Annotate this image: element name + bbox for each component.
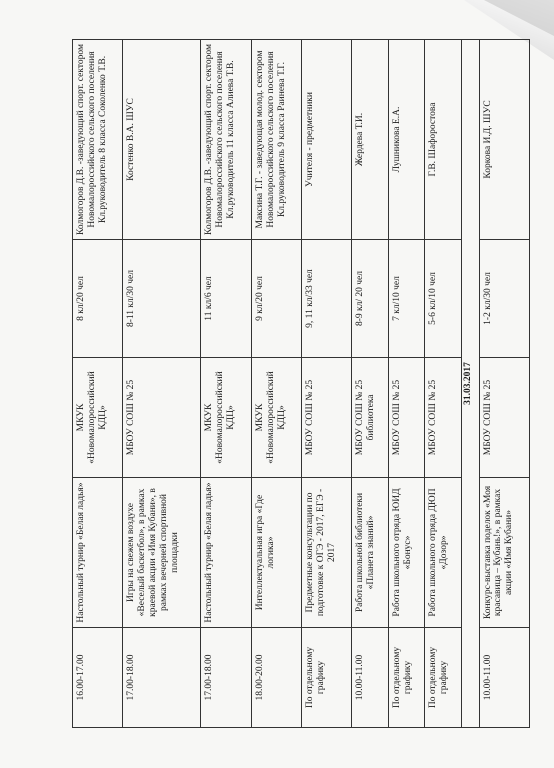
place-cell: МКУК «Новомалороссийский КДЦ» <box>201 358 251 478</box>
responsible-cell: Лушникова Е.А. <box>388 40 425 240</box>
event-cell: Интеллектуальная игра «Где логика» <box>251 478 301 628</box>
responsible-cell: Жердева Т.И. <box>352 40 389 240</box>
event-cell: Настольный турнир «Белая ладья» <box>201 478 251 628</box>
table-row <box>73 40 123 728</box>
responsible-cell: Колмогоров Д.В. -заведующий спорт. сектором Новомалороссийского сельского поселения Кл.руководитель 8 класса Соколенко Т.В. <box>73 40 123 240</box>
event-cell: Настольный турнир «Белая ладья» <box>73 478 123 628</box>
participants-cell: 8-9 кл/ 20 чел <box>352 240 389 358</box>
table-row <box>425 40 462 728</box>
time-cell: По отдельному графику <box>425 628 462 728</box>
event-cell: Предметные консультации по подготовке к ОГЭ - 2017, ЕГЭ - 2017 <box>302 478 352 628</box>
time-cell: 10.00-11.00 <box>479 628 529 728</box>
event-cell: Работа школьного отряда ЮИД «Бонус» <box>388 478 425 628</box>
responsible-cell: Коркова И.Д. ШУС <box>479 40 529 240</box>
time-cell: По отдельному графику <box>302 628 352 728</box>
participants-cell: 5-6 кл/10 чел <box>425 240 462 358</box>
place-cell: МБОУ СОШ № 25 <box>425 358 462 478</box>
place-cell: МБОУ СОШ № 25 <box>302 358 352 478</box>
time-cell: 17.00-18.00 <box>201 628 251 728</box>
table-row <box>352 40 389 728</box>
event-cell: Работа школьного отряда ДЮП «Дозор» <box>425 478 462 628</box>
participants-cell: 7 кл/10 чел <box>388 240 425 358</box>
participants-cell: 11 кл/6 чел <box>201 240 251 358</box>
place-cell: МКУК «Новомалороссийский КДЦ» <box>251 358 301 478</box>
time-cell: 16.00-17.00 <box>73 628 123 728</box>
place-cell: МБОУ СОШ № 25 библиотека <box>352 358 389 478</box>
participants-cell: 9 кл/20 чел <box>251 240 301 358</box>
table-row <box>302 40 352 728</box>
date-row <box>461 40 479 728</box>
place-cell: МКУК «Новомалороссийский КДЦ» <box>73 358 123 478</box>
responsible-cell: Костенко В.А. ШУС <box>123 40 201 240</box>
responsible-cell: Учителя - предметники <box>302 40 352 240</box>
rotated-table <box>72 40 530 728</box>
event-cell: Работа школьной библиотеки «Планета знаний» <box>352 478 389 628</box>
responsible-cell: Колмогоров Д.В. -заведующий спорт. сектором Новомалороссийского сельского поселения Кл.руководитель 11 класса Алиева Т.В. <box>201 40 251 240</box>
time-cell: 17.00-18.00 <box>123 628 201 728</box>
schedule-table-body <box>73 40 530 728</box>
responsible-cell: Г.В. Шафоростова <box>425 40 462 240</box>
schedule-table-container <box>72 40 530 728</box>
table-row <box>123 40 201 728</box>
schedule-table <box>72 39 530 728</box>
table-row <box>388 40 425 728</box>
participants-cell: 8 кл/20 чел <box>73 240 123 358</box>
date-cell: 31.03.2017 <box>461 40 479 728</box>
place-cell: МБОУ СОШ № 25 <box>388 358 425 478</box>
participants-cell: 1-2 кл/30 чел <box>479 240 529 358</box>
participants-cell: 9, 11 кл/33 чел <box>302 240 352 358</box>
participants-cell: 8-11 кл/30 чел <box>123 240 201 358</box>
table-row <box>251 40 301 728</box>
responsible-cell: Максина Т.Г. - заведующая молод. сектором Новомалороссийского сельского поселения Кл.руководитель 9 класса Раинева Т.Г. <box>251 40 301 240</box>
time-cell: По отдельному графику <box>388 628 425 728</box>
place-cell: МБОУ СОШ № 25 <box>479 358 529 478</box>
place-cell: МБОУ СОШ № 25 <box>123 358 201 478</box>
event-cell: Игры на свежем воздухе «Веселый баскетбол», в рамках краевой акции «Имя Кубани», в рамках вечерней спортивной площадки <box>123 478 201 628</box>
time-cell: 18.00-20.00 <box>251 628 301 728</box>
time-cell: 10.00-11.00 <box>352 628 389 728</box>
table-row <box>201 40 251 728</box>
event-cell: Конкурс-выставка поделок «Моя красавица – Кубань!», в рамках акции «Имя Кубани» <box>479 478 529 628</box>
table-row <box>479 40 529 728</box>
